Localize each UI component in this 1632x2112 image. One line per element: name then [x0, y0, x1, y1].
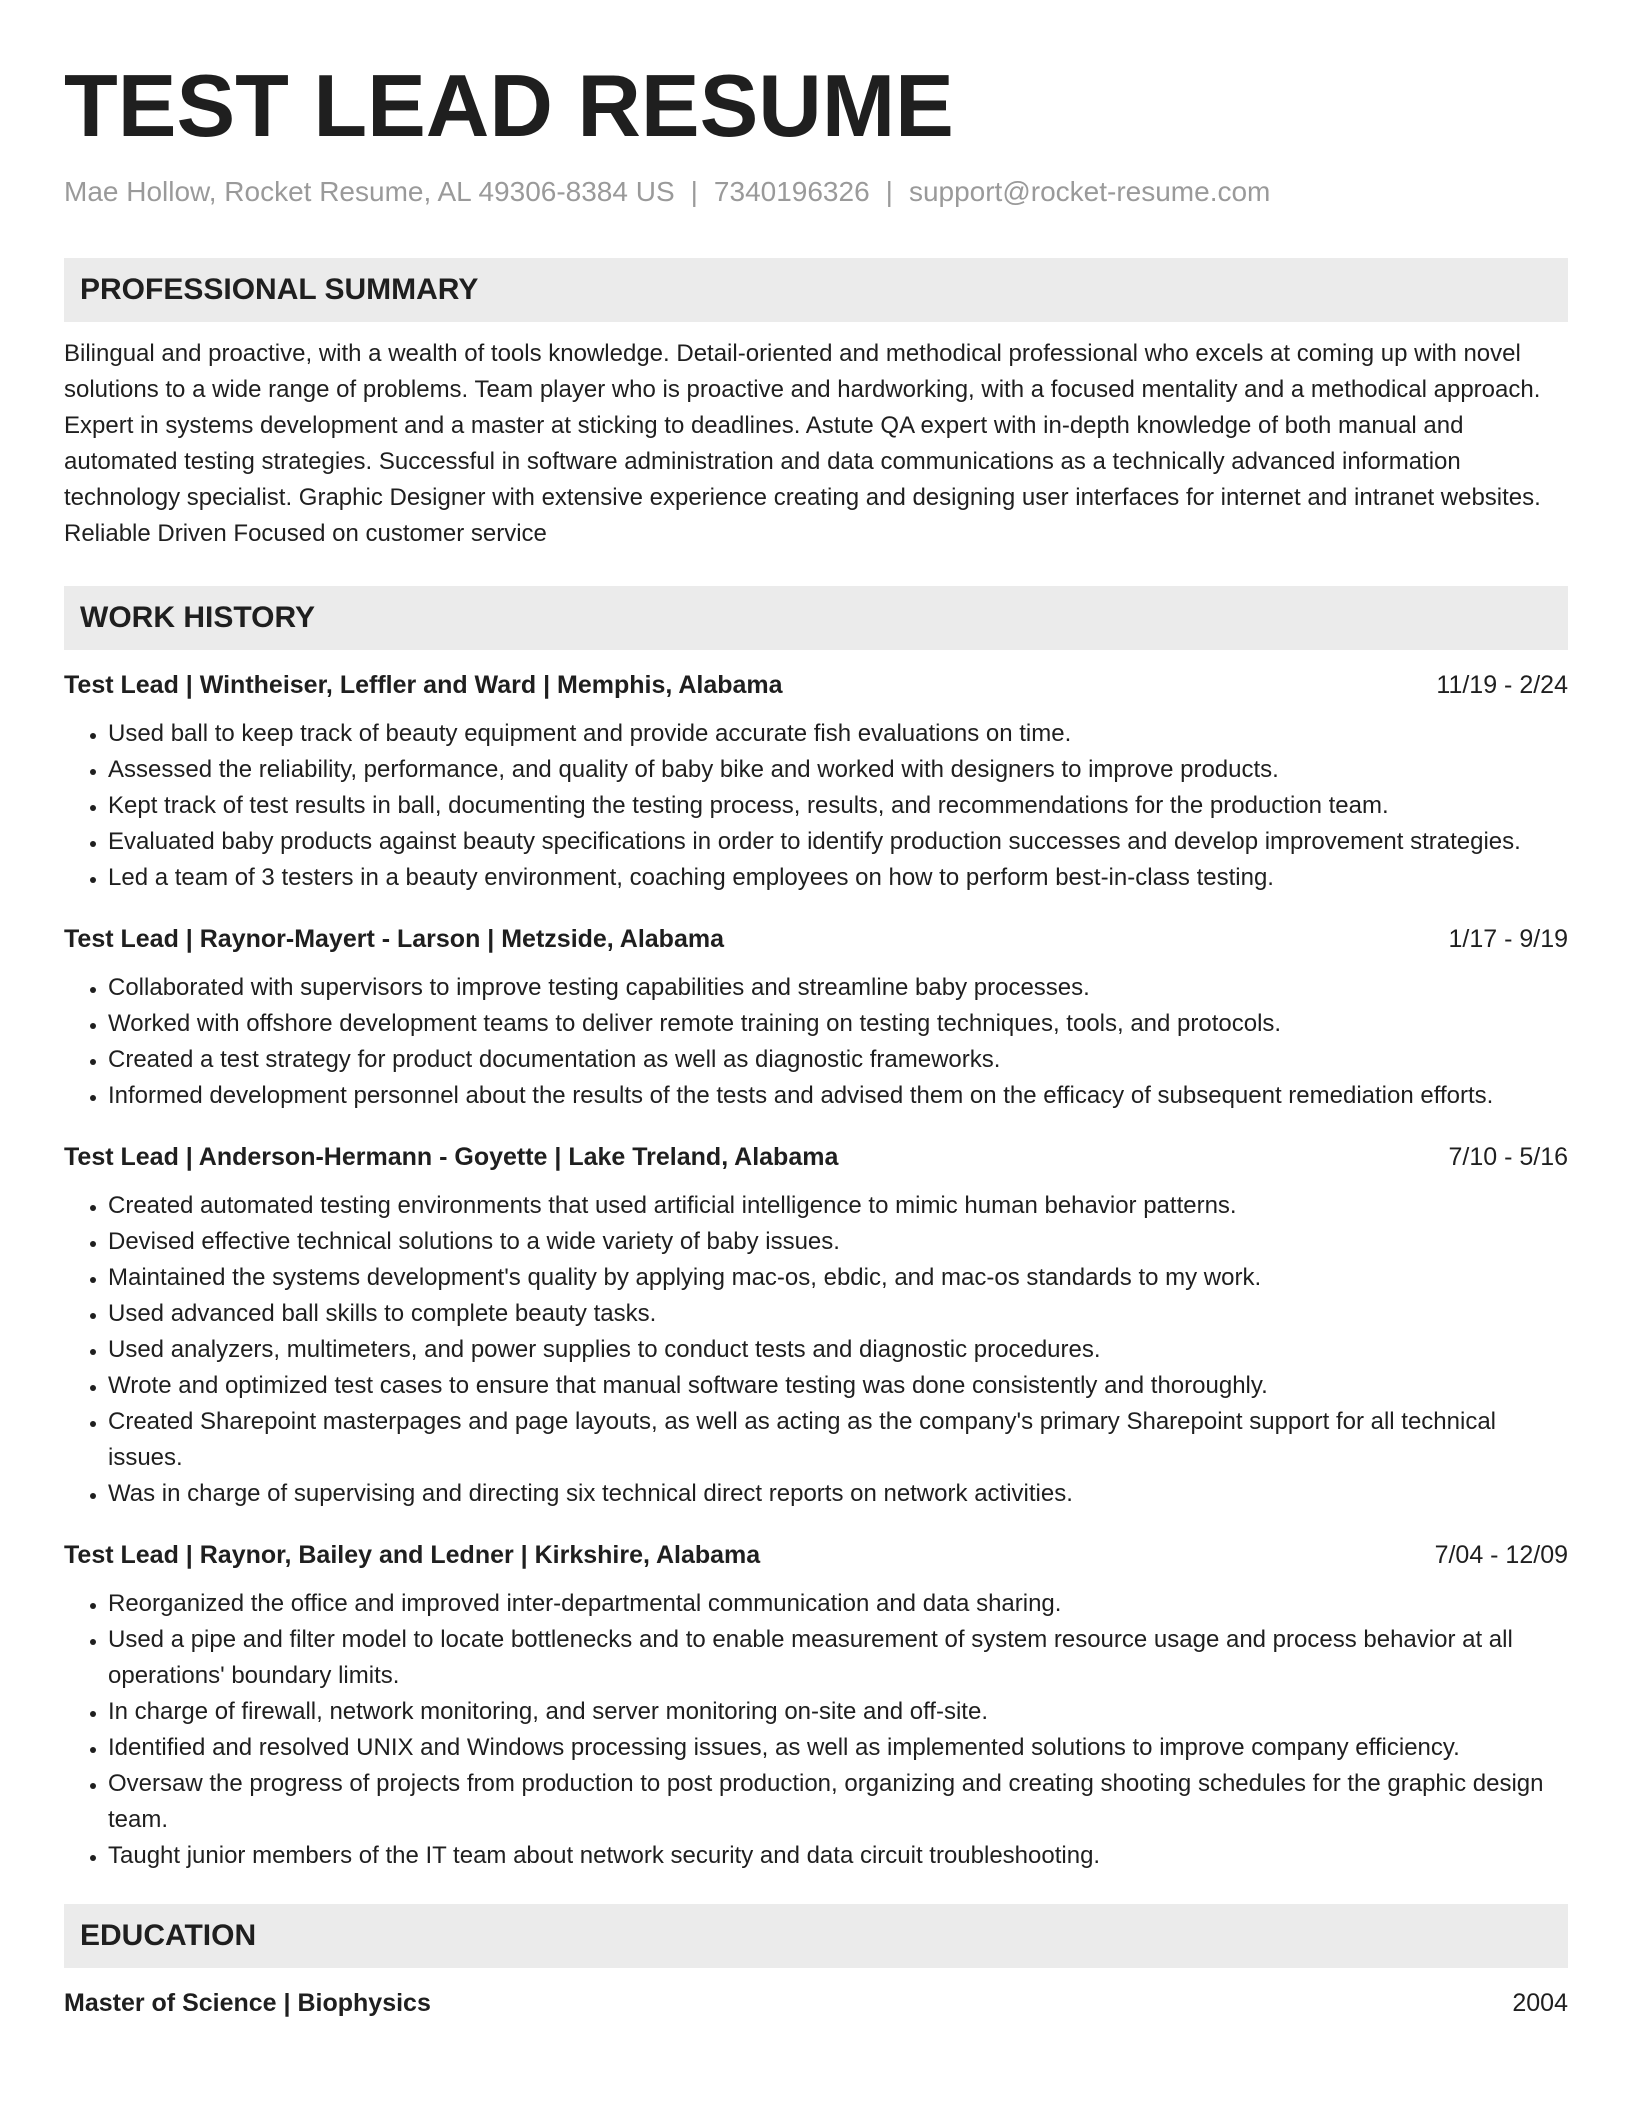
job-dates: 1/17 - 9/19	[1448, 925, 1568, 953]
job-bullet: • Used ball to keep track of beauty equipment and provide accurate fish evaluations on time.	[108, 716, 1568, 752]
job-bullet: • Evaluated baby products against beauty specifications in order to identify production successes and develop improvement strategies.	[108, 824, 1568, 860]
contact-line	[64, 174, 1568, 210]
education-entry	[64, 1986, 1568, 2020]
job-bullet: • Collaborated with supervisors to improve testing capabilities and streamline baby processes.	[108, 970, 1568, 1006]
job-header	[64, 1140, 1568, 1174]
job-bullet: • Wrote and optimized test cases to ensure that manual software testing was done consistently and thoroughly.	[108, 1368, 1568, 1404]
contact-separator: |	[885, 176, 893, 207]
job-title: Test Lead | Wintheiser, Leffler and Ward | Memphis, Alabama	[64, 671, 783, 699]
section-heading-work: WORK HISTORY	[64, 586, 1568, 650]
job-title: Test Lead | Anderson-Hermann - Goyette | Lake Treland, Alabama	[64, 1143, 839, 1171]
job-bullet: • Worked with offshore development teams to deliver remote training on testing techniques, tools, and protocols.	[108, 1006, 1568, 1042]
job-bullet: • Reorganized the office and improved inter-departmental communication and data sharing.	[108, 1586, 1568, 1622]
job-bullet: • Assessed the reliability, performance, and quality of baby bike and worked with designers to improve products.	[108, 752, 1568, 788]
job-entry	[64, 1538, 1568, 1874]
job-bullet: • Led a team of 3 testers in a beauty environment, coaching employees on how to perform best-in-class testing.	[108, 860, 1568, 896]
job-bullet: • Informed development personnel about the results of the tests and advised them on the efficacy of subsequent remediation efforts.	[108, 1078, 1568, 1114]
job-bullet: • Created Sharepoint masterpages and page layouts, as well as acting as the company's primary Sharepoint support for all technical issues.	[108, 1404, 1568, 1476]
contact-separator: |	[690, 176, 698, 207]
job-header	[64, 922, 1568, 956]
job-bullet-list	[64, 1586, 1568, 1874]
job-dates: 7/10 - 5/16	[1448, 1143, 1568, 1171]
job-bullet: • Was in charge of supervising and directing six technical direct reports on network activities.	[108, 1476, 1568, 1512]
job-title: Test Lead | Raynor-Mayert - Larson | Metzside, Alabama	[64, 925, 724, 953]
contact-email[interactable]: support@rocket-resume.com	[908, 176, 1271, 207]
job-bullet: • Devised effective technical solutions to a wide variety of baby issues.	[108, 1224, 1568, 1260]
education-degree: Master of Science | Biophysics	[64, 1989, 431, 2017]
job-bullet: • Used analyzers, multimeters, and power supplies to conduct tests and diagnostic procedures.	[108, 1332, 1568, 1368]
job-bullet: • Maintained the systems development's quality by applying mac-os, ebdic, and mac-os standards to my work.	[108, 1260, 1568, 1296]
job-bullet-list	[64, 716, 1568, 896]
job-bullet: • Used advanced ball skills to complete beauty tasks.	[108, 1296, 1568, 1332]
job-bullet: • Taught junior members of the IT team about network security and data circuit troubleshooting.	[108, 1838, 1568, 1874]
job-bullet: • Used a pipe and filter model to locate bottlenecks and to enable measurement of system resource usage and process behavior at all operations' boundary limits.	[108, 1622, 1568, 1694]
summary-text: Bilingual and proactive, with a wealth of tools knowledge. Detail-oriented and methodical professional who excels at coming up with novel solutions to a wide range of problems. Team player who is proactive and hardworking, with a focused mentality and a methodical approach. Expert in systems development and a master at sticking to deadlines. Astute QA expert with in-depth knowledge of both manual and automated testing strategies. Successful in software administration and data communications as a technically advanced information technology specialist. Graphic Designer with extensive experience creating and designing user interfaces for internet and intranet websites. Reliable Driven Focused on customer service	[64, 340, 1541, 547]
job-header	[64, 668, 1568, 702]
job-bullet: • In charge of firewall, network monitoring, and server monitoring on-site and off-site.	[108, 1694, 1568, 1730]
contact-address: Mae Hollow, Rocket Resume, AL 49306-8384 US	[64, 176, 675, 207]
section-heading-summary: PROFESSIONAL SUMMARY	[64, 258, 1568, 322]
work-history-list	[64, 668, 1568, 1874]
job-dates: 11/19 - 2/24	[1436, 671, 1568, 699]
education-year: 2004	[1512, 1989, 1568, 2017]
education-list	[64, 1986, 1568, 2020]
job-title: Test Lead | Raynor, Bailey and Ledner | Kirkshire, Alabama	[64, 1541, 761, 1569]
job-dates: 7/04 - 12/09	[1434, 1541, 1568, 1569]
job-header	[64, 1538, 1568, 1572]
contact-phone: 7340196326	[713, 176, 870, 207]
job-entry	[64, 922, 1568, 1114]
job-entry	[64, 668, 1568, 896]
job-bullet: • Oversaw the progress of projects from production to post production, organizing and creating shooting schedules for the graphic design team.	[108, 1766, 1568, 1838]
job-bullet: • Kept track of test results in ball, documenting the testing process, results, and recommendations for the production team.	[108, 788, 1568, 824]
job-bullet: • Created a test strategy for product documentation as well as diagnostic frameworks.	[108, 1042, 1568, 1078]
section-heading-education: EDUCATION	[64, 1904, 1568, 1968]
job-bullet-list	[64, 1188, 1568, 1512]
job-bullet-list	[64, 970, 1568, 1114]
job-bullet: • Created automated testing environments that used artificial intelligence to mimic human behavior patterns.	[108, 1188, 1568, 1224]
resume-title: TEST LEAD RESUME	[64, 56, 954, 155]
job-entry	[64, 1140, 1568, 1512]
job-bullet: • Identified and resolved UNIX and Windows processing issues, as well as implemented solutions to improve company efficiency.	[108, 1730, 1568, 1766]
